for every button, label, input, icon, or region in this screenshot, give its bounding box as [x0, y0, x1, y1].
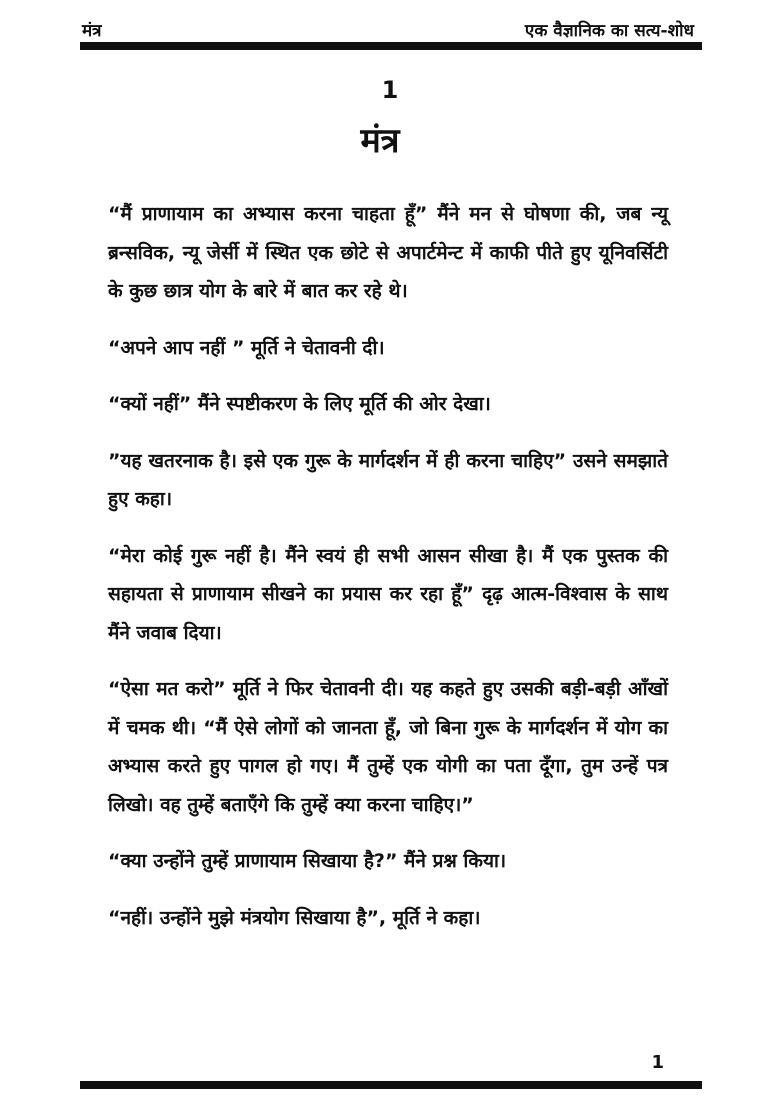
paragraph: ”यह खतरनाक है। इसे एक गुरू के मार्गदर्शन में ही करना चाहिए” उसने समझाते हुए कहा। — [108, 449, 668, 510]
footer-rule — [80, 1081, 702, 1089]
header-book-title: एक वैज्ञानिक का सत्य-शोध — [524, 21, 694, 41]
chapter-number: 1 — [381, 76, 399, 104]
paragraph: “नहीं। उन्होंने मुझे मंत्रयोग सिखाया है”, मूर्ति ने कहा। — [108, 906, 481, 929]
body-text — [108, 195, 668, 955]
page-number: 1 — [651, 1052, 664, 1073]
paragraph: “क्यों नहीं” मैंने स्पष्टीकरण के लिए मूर्ति की ओर देखा। — [108, 393, 491, 415]
chapter-title: मंत्र — [360, 121, 400, 161]
paragraph: “मैं प्राणायाम का अभ्यास करना चाहता हूँ” मैंने मन से घोषणा की, जब न्यू ब्रन्सविक, न्यू जेर्सी में स्थित एक छोटे से अपार्टमेन्ट में काफी पीते हुए यूनिवर्सिटी के कुछ छात्र योग के बारे में बात कर रहे थे। — [108, 203, 668, 302]
paragraph: “मेरा कोई गुरू नहीं है। मैंने स्वयं ही सभी आसन सीखा है। मैं एक पुस्तक की सहायता से प्राणायाम सीखने का प्रयास कर रहा हूँ” दृढ़ आत्म-विश्वास के साथ मैंने जवाब दिया। — [108, 544, 668, 644]
paragraph: “अपने आप नहीं ” मूर्ति ने चेतावनी दी। — [108, 336, 385, 359]
paragraph: “क्या उन्होंने तुम्हें प्राणायाम सिखाया है?” मैंने प्रश्न किया। — [108, 850, 507, 872]
paragraph: “ऐसा मत करो” मूर्ति ने फिर चेतावनी दी। यह कहते हुए उसकी बड़ी-बड़ी आँखों में चमक थी। “मैं ऐसे लोगों को जानता हूँ, जो बिना गुरू के मार्गदर्शन में योग का अभ्यास करते हुए पागल हो गए। मैं तुम्हें एक योगी का पता दूँगा, तुम उन्हें पत्र लिखो। वह तुम्हें बताएँगे कि तुम्हें क्या करना चाहिए।” — [108, 678, 668, 816]
header-rule — [80, 42, 702, 50]
header-chapter-title: मंत्र — [82, 21, 102, 41]
